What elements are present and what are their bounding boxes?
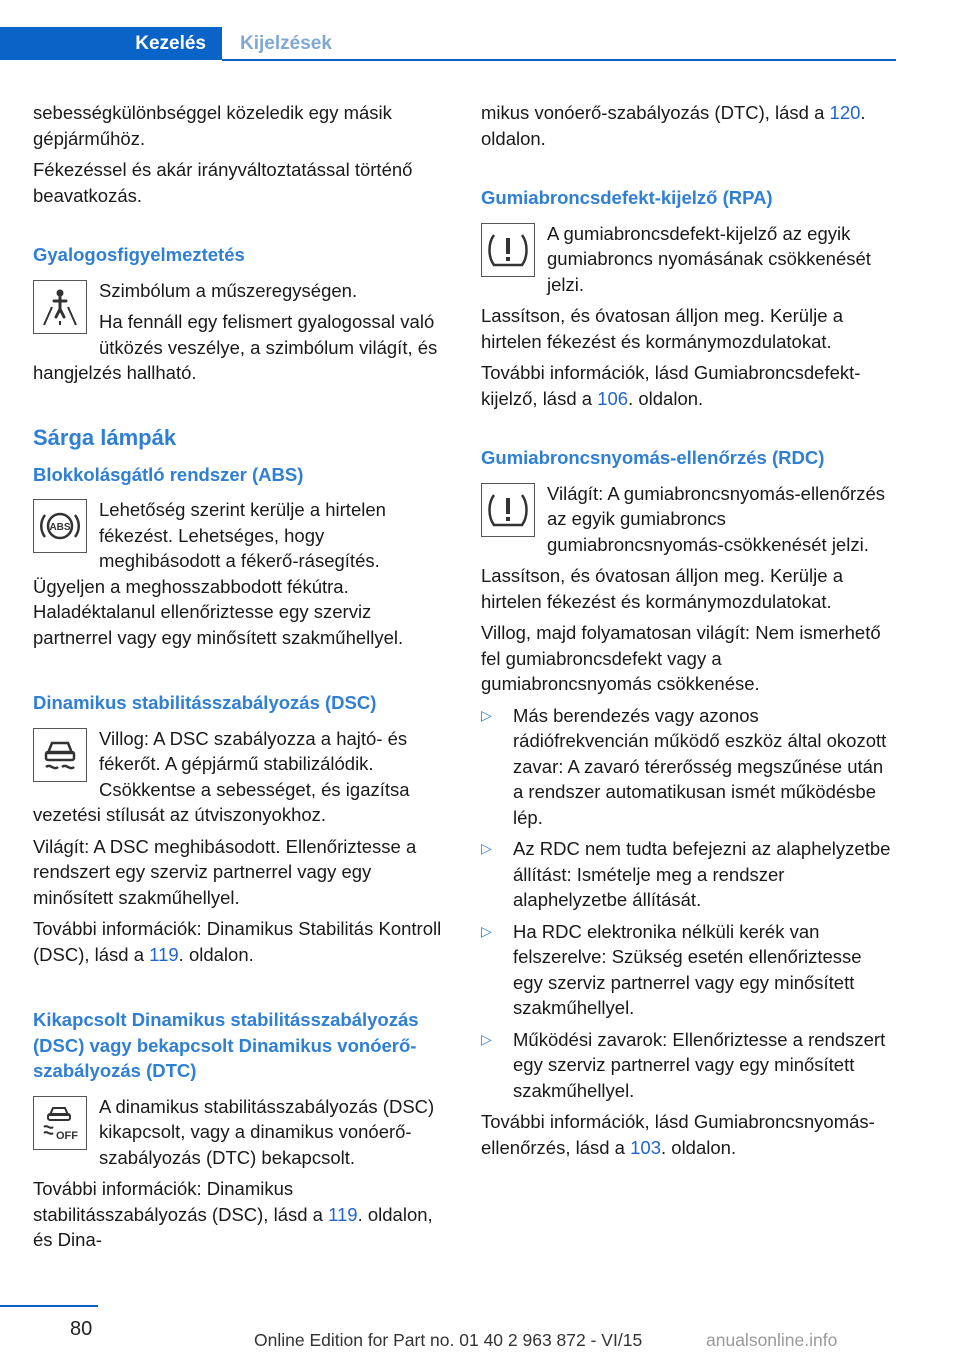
section-title-pedestrian: Gyalogosfigyelmeztetés [33, 244, 245, 265]
dsc-off-icon-label: OFF [56, 1129, 78, 1142]
pedestrian-warning-icon [33, 280, 87, 334]
paragraph: Villog, majd folyamatosan világít: Nem ismerhető fel gumiabroncsdefekt vagy a gumiabroncsnyomás csökkenése. [481, 622, 881, 694]
section-title-dsc-off: Kikapcsolt Dinamikus stabilitásszabályozás (DSC) vagy bekapcsolt Dinamikus vonóerő-szabályozás (DTC) [33, 1009, 419, 1081]
watermark: anualsonline.info [706, 1330, 838, 1350]
header-rule [222, 59, 896, 61]
paragraph: Fékezéssel és akár irányváltoztatással történő beavatkozás. [33, 159, 413, 206]
paragraph: sebességkülönbséggel közeledik egy másik gépjárműhöz. [33, 102, 392, 149]
paragraph: Lehetőség szerint kerülje a hirtelen fékezést. Lehetséges, hogy meghibásodott a fékerő-rásegítés. Ügyeljen a meghosszabbodott fékútra. Haladéktalanul ellenőriztesse egy szerviz partnerrel vagy egy minősített szakműhellyel. [33, 499, 404, 648]
paragraph: Lassítson, és óvatosan álljon meg. Kerülje a hirtelen fékezést és kormánymozdulatokat. [481, 305, 843, 352]
right-column [481, 100, 895, 1166]
bullet-triangle-icon: ▷ [481, 922, 492, 939]
section-title-yellow: Sárga lámpák [33, 424, 177, 450]
left-column [33, 100, 447, 1259]
list-item: ▷ Ha RDC elektronika nélküli kerék van felszerelve: Szükség esetén ellenőriztesse egy szerviz partnerrel vagy egy minősített szakműhellyel. [481, 920, 862, 1018]
tire-warning-icon [481, 223, 535, 277]
paragraph: A dinamikus stabilitásszabályozás (DSC) kikapcsolt, vagy a dinamikus vonóerő-szabályozás (DTC) bekapcsolt. [99, 1095, 435, 1168]
paragraph: Villog: A DSC szabályozza a hajtó- és fékerőt. A gépjármű stabilizálódik. Csökkentse a sebességet, és igazítsa vezetési stílusát az útviszonyokhoz. [33, 727, 410, 825]
paragraph-with-link: További információk: Dinamikus Stabilitás Kontroll (DSC), lásd a 119. oldalon. [33, 918, 442, 965]
bullet-list [481, 703, 895, 1104]
section-title-dsc: Dinamikus stabilitásszabályozás (DSC) [33, 692, 377, 713]
bullet-triangle-icon: ▷ [481, 840, 492, 856]
page-link-103[interactable]: 103 [630, 1136, 661, 1158]
paragraph-with-link: További információk, lásd Gumiabroncsnyomás-ellenőrzés, lásd a 103. oldalon. [481, 1111, 875, 1158]
list-item: ▷ Az RDC nem tudta befejezni az alaphelyzetbe állítást: Ismételje meg a rendszer alaphelyzetbe állítását. [481, 838, 891, 910]
paragraph: Világít: A gumiabroncsnyomás-ellenőrzés az egyik gumiabroncs gumiabroncsnyomás-csökkenését jelzi. [547, 482, 885, 555]
page-link-119[interactable]: 119 [149, 943, 179, 965]
edition-text: Online Edition for Part no. 01 40 2 963 872 - VI/15 [254, 1330, 643, 1350]
section-title-rpa: Gumiabroncsdefekt-kijelző (RPA) [481, 187, 773, 208]
dsc-car-skid-icon [33, 728, 87, 782]
abs-icon [33, 499, 87, 553]
page-link-119[interactable]: 119 [328, 1203, 358, 1225]
paragraph: Lassítson, és óvatosan álljon meg. Kerülje a hirtelen fékezést és kormánymozdulatokat. [481, 565, 843, 612]
paragraph-with-link: További információk, lásd Gumiabroncsdefekt-kijelző, lásd a 106. oldalon. [481, 362, 861, 409]
bullet-triangle-icon: ▷ [481, 1030, 492, 1047]
footer-rule [0, 1305, 98, 1307]
paragraph: Szimbólum a műszeregységen. [99, 279, 358, 301]
page-link-106[interactable]: 106 [597, 387, 629, 409]
abs-icon-label: ABS [49, 522, 71, 533]
paragraph: A gumiabroncsdefekt-kijelző az egyik gumiabroncs nyomásának csökkenését jelzi. [547, 222, 871, 295]
paragraph: Ha fennáll egy felismert gyalogossal való ütközés veszélye, a szimbólum világít, és hangjelzés hallható. [33, 311, 438, 383]
tab-kijelzesek: Kijelzések [240, 32, 332, 54]
section-title-rdc: Gumiabroncsnyomás-ellenőrzés (RDC) [481, 447, 825, 468]
paragraph: Világít: A DSC meghibásodott. Ellenőriztesse a rendszert egy szerviz partnerrel vagy egy minősített szakműhellyel. [33, 835, 417, 908]
bullet-triangle-icon: ▷ [481, 706, 492, 723]
page-link-120[interactable]: 120 [829, 102, 861, 123]
dsc-off-icon [33, 1096, 87, 1150]
section-title-abs: Blokkolásgátló rendszer (ABS) [33, 463, 304, 485]
list-item: ▷ Működési zavarok: Ellenőriztesse a rendszert egy szerviz partnerrel vagy egy minősített szakműhellyel. [481, 1028, 886, 1101]
tire-pressure-icon [481, 483, 535, 537]
list-item: ▷ Más berendezés vagy azonos rádiófrekvencián működő eszköz által okozott zavar: A zavaró térerősség megszűnése után a rendszer automatikusan ismét működésbe lép. [481, 704, 887, 828]
tab-kezeles: Kezelés [0, 27, 222, 60]
running-header [0, 0, 896, 62]
page-number: 80 [70, 1318, 93, 1340]
paragraph-with-link: További információk: Dinamikus stabilitásszabályozás (DSC), lásd a 119. oldalon, és Dina- [33, 1178, 433, 1250]
paragraph-with-link: mikus vonóerő-szabályozás (DTC), lásd a 120. oldalon. [481, 102, 866, 149]
